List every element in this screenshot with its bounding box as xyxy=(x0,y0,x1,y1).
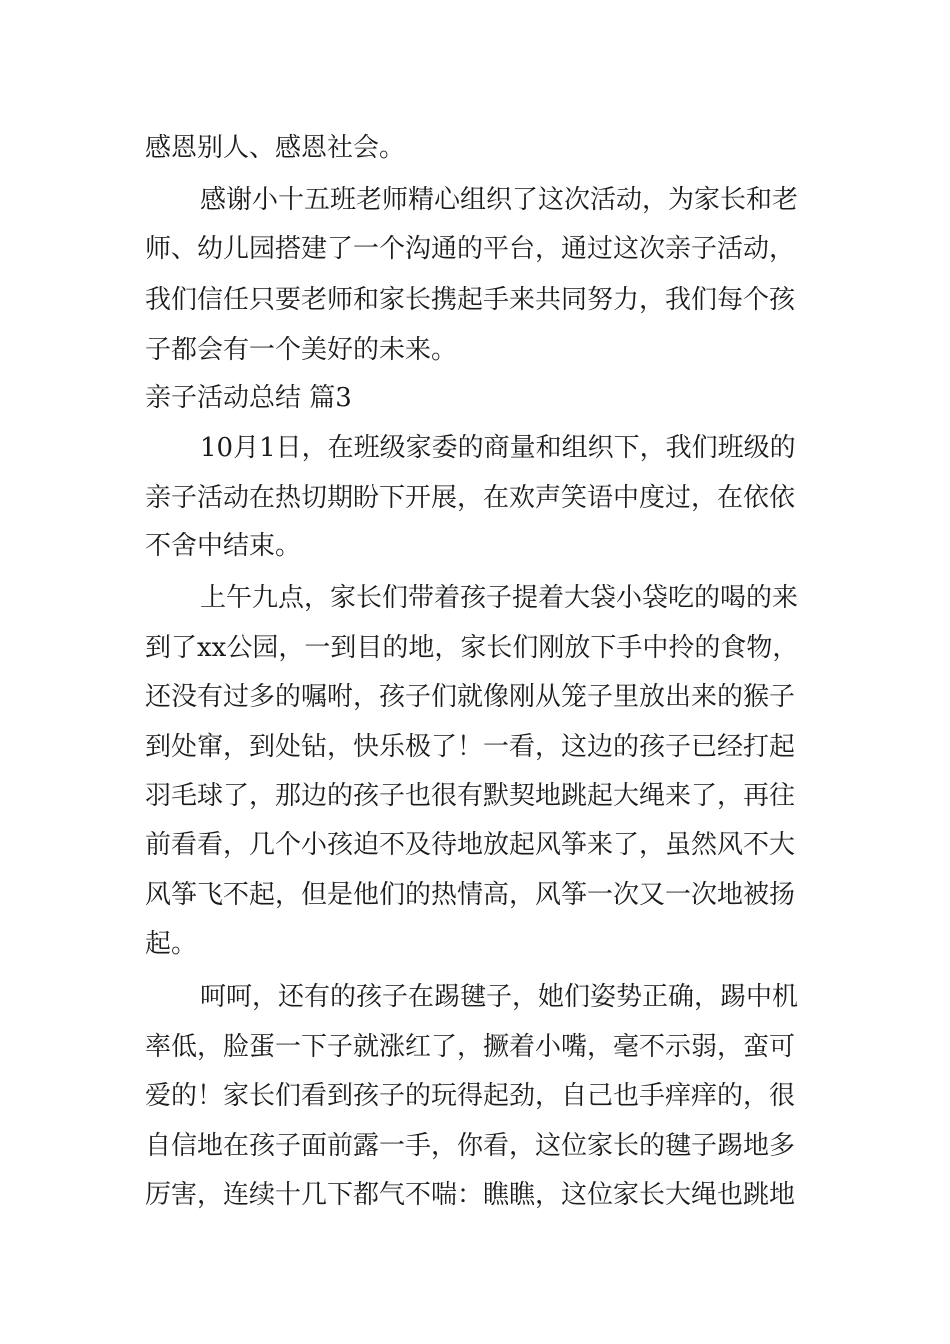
text-line: 起。 xyxy=(145,929,198,959)
text-line: 自信地在孩子面前露一手，你看，这位家长的毽子踢地多 xyxy=(145,1131,796,1161)
text-line: 羽毛球了，那边的孩子也很有默契地跳起大绳来了，再往 xyxy=(145,781,796,811)
text-line: 爱的！家长们看到孩子的玩得起劲，自己也手痒痒的，很 xyxy=(145,1081,796,1111)
text-line: 不舍中结束。 xyxy=(145,531,302,561)
text-line: 率低，脸蛋一下子就涨红了，撅着小嘴，毫不示弱，蛮可 xyxy=(145,1032,796,1062)
text-line: 厉害，连续十几下都气不喘：瞧瞧，这位家长大绳也跳地 xyxy=(145,1180,796,1210)
text-line: 师、幼儿园搭建了一个沟通的平台，通过这次亲子活动， xyxy=(145,234,796,264)
text-line: 到处窜，到处钻，快乐极了！一看，这边的孩子已经打起 xyxy=(145,732,796,762)
text-line: 子都会有一个美好的未来。 xyxy=(145,335,458,365)
text-line: 感恩别人、感恩社会。 xyxy=(145,133,406,163)
text-line: 感谢小十五班老师精心组织了这次活动，为家长和老 xyxy=(200,185,799,215)
text-line: 上午九点，家长们带着孩子提着大袋小袋吃的喝的来 xyxy=(200,583,799,613)
text-line: 呵呵，还有的孩子在踢毽子，她们姿势正确，踢中机 xyxy=(200,982,799,1012)
text-line: 风筝飞不起，但是他们的热情高，风筝一次又一次地被扬 xyxy=(145,880,796,910)
text-line: 我们信任只要老师和家长携起手来共同努力，我们每个孩 xyxy=(145,285,796,315)
section-heading: 亲子活动总结 篇3 xyxy=(145,383,352,413)
text-line: 还没有过多的嘱咐，孩子们就像刚从笼子里放出来的猴子 xyxy=(145,682,796,712)
text-line: 前看看，几个小孩迫不及待地放起风筝来了，虽然风不大 xyxy=(145,830,796,860)
text-line: 亲子活动在热切期盼下开展，在欢声笑语中度过，在依依 xyxy=(145,483,796,513)
text-line: 10月1日，在班级家委的商量和组织下，我们班级的 xyxy=(200,433,796,463)
text-line: 到了xx公园，一到目的地，家长们刚放下手中拎的食物， xyxy=(145,633,799,663)
